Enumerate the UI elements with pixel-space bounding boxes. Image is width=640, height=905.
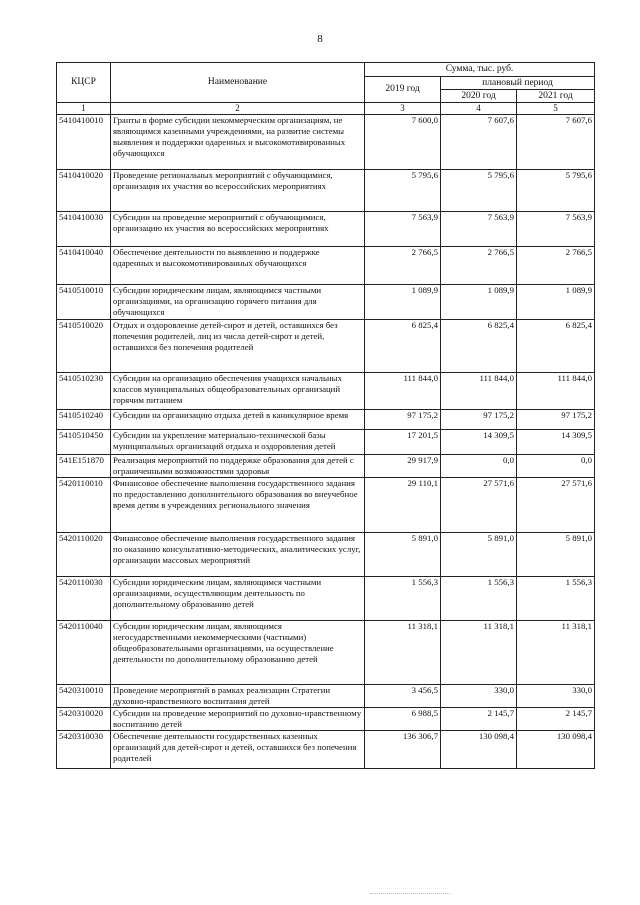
row-name: Субсидии юридическим лицам, являющимся частными организациями, на организацию горячего питания для обучающихся	[111, 285, 365, 320]
row-code: 5420110020	[57, 533, 111, 577]
row-name: Субсидии юридическим лицам, являющимся негосударственными некоммерческими (частными) общеобразовательными организациями, на осуществление деятельности по дополнительному образованию детей	[111, 621, 365, 685]
row-value-2020: 330,0	[441, 685, 517, 708]
row-value-2021: 5 795,6	[517, 170, 595, 212]
row-value-2021: 11 318,1	[517, 621, 595, 685]
row-name: Реализация мероприятий по поддержке образования для детей с ограниченными возможностями здоровья	[111, 455, 365, 478]
table-row	[57, 247, 595, 285]
col-number: 3	[365, 103, 441, 115]
row-code: 541E151870	[57, 455, 111, 478]
row-name: Проведение мероприятий в рамках реализации Стратегии духовно-нравственного воспитания детей	[111, 685, 365, 708]
row-value-2019: 11 318,1	[365, 621, 441, 685]
row-value-2021: 1 556,3	[517, 577, 595, 621]
row-code: 5420310030	[57, 731, 111, 769]
table-row	[57, 621, 595, 685]
header-sum: Сумма, тыс. руб.	[365, 63, 595, 77]
header-name: Наименование	[111, 63, 365, 103]
row-name: Субсидии на организацию обеспечения учащихся начальных классов муниципальных общеобразовательных организаций горячим питанием	[111, 373, 365, 410]
row-value-2020: 2 766,5	[441, 247, 517, 285]
table-row	[57, 410, 595, 430]
row-name: Субсидии на организацию отдыха детей в каникулярное время	[111, 410, 365, 430]
row-value-2020: 1 556,3	[441, 577, 517, 621]
row-value-2020: 0,0	[441, 455, 517, 478]
row-code: 5410510020	[57, 320, 111, 373]
table-row	[57, 577, 595, 621]
table-row	[57, 455, 595, 478]
row-value-2021: 14 309,5	[517, 430, 595, 455]
row-value-2019: 3 456,5	[365, 685, 441, 708]
row-name: Субсидии юридическим лицам, являющимся частными организациями, осуществляющим деятельность по дополнительному образованию детей	[111, 577, 365, 621]
row-code: 5410510240	[57, 410, 111, 430]
row-value-2019: 5 891,0	[365, 533, 441, 577]
header-year-2021: 2021 год	[517, 90, 595, 103]
row-value-2019: 17 201,5	[365, 430, 441, 455]
row-value-2020: 7 563,9	[441, 212, 517, 247]
page-number: 8	[317, 33, 323, 45]
table-row	[57, 478, 595, 533]
row-value-2021: 1 089,9	[517, 285, 595, 320]
row-value-2019: 2 766,5	[365, 247, 441, 285]
row-value-2019: 7 563,9	[365, 212, 441, 247]
row-value-2021: 130 098,4	[517, 731, 595, 769]
row-code: 5410510230	[57, 373, 111, 410]
table-row	[57, 430, 595, 455]
row-value-2020: 6 825,4	[441, 320, 517, 373]
table-row	[57, 115, 595, 170]
row-name: Субсидии на проведение мероприятий с обучающимися, организацию их участия во всероссийских мероприятиях	[111, 212, 365, 247]
row-value-2020: 14 309,5	[441, 430, 517, 455]
col-number: 1	[57, 103, 111, 115]
row-value-2020: 5 795,6	[441, 170, 517, 212]
row-code: 5420110010	[57, 478, 111, 533]
row-name: Субсидии на проведение мероприятий по духовно-нравственному воспитанию детей	[111, 708, 365, 731]
row-value-2019: 1 089,9	[365, 285, 441, 320]
row-code: 5410410040	[57, 247, 111, 285]
row-name: Обеспечение деятельности государственных казенных организаций для детей-сирот и детей, оставшихся без попечения родителей	[111, 731, 365, 769]
header-year-2020: 2020 год	[441, 90, 517, 103]
row-value-2021: 2 766,5	[517, 247, 595, 285]
row-name: Финансовое обеспечение выполнения государственного задания по предоставлению дополнительного образования во внеучебное время детям в учреждениях регионального значения	[111, 478, 365, 533]
table-row	[57, 708, 595, 731]
header-plan-period: плановый период	[441, 77, 595, 90]
row-code: 5410410030	[57, 212, 111, 247]
row-value-2021: 330,0	[517, 685, 595, 708]
row-value-2020: 97 175,2	[441, 410, 517, 430]
row-value-2019: 7 600,0	[365, 115, 441, 170]
row-value-2021: 97 175,2	[517, 410, 595, 430]
table-row	[57, 320, 595, 373]
row-value-2020: 7 607,6	[441, 115, 517, 170]
row-name: Субсидии на укрепление материально-технической базы муниципальных организаций отдыха и оздоровления детей	[111, 430, 365, 455]
row-value-2020: 11 318,1	[441, 621, 517, 685]
scan-artifact-line	[370, 893, 450, 897]
row-value-2019: 97 175,2	[365, 410, 441, 430]
row-value-2020: 5 891,0	[441, 533, 517, 577]
row-code: 5410510010	[57, 285, 111, 320]
row-value-2019: 1 556,3	[365, 577, 441, 621]
table-row	[57, 285, 595, 320]
table-row	[57, 731, 595, 769]
row-code: 5410410020	[57, 170, 111, 212]
row-name: Обеспечение деятельности по выявлению и поддержке одаренных и высокомотивированных обучающихся	[111, 247, 365, 285]
row-code: 5420110030	[57, 577, 111, 621]
row-value-2019: 29 110,1	[365, 478, 441, 533]
row-value-2021: 0,0	[517, 455, 595, 478]
row-value-2021: 2 145,7	[517, 708, 595, 731]
row-value-2019: 136 306,7	[365, 731, 441, 769]
row-code: 5410410010	[57, 115, 111, 170]
table-body	[57, 115, 595, 769]
row-value-2019: 6 825,4	[365, 320, 441, 373]
row-value-2021: 7 607,6	[517, 115, 595, 170]
row-value-2021: 5 891,0	[517, 533, 595, 577]
col-number: 4	[441, 103, 517, 115]
table-row	[57, 373, 595, 410]
row-name: Финансовое обеспечение выполнения государственного задания по оказанию консультативно-методических, аналитических услуг, организации массовых мероприятий	[111, 533, 365, 577]
row-code: 5410510450	[57, 430, 111, 455]
col-number: 2	[111, 103, 365, 115]
row-value-2021: 111 844,0	[517, 373, 595, 410]
row-value-2019: 5 795,6	[365, 170, 441, 212]
table-row	[57, 685, 595, 708]
table-row	[57, 170, 595, 212]
row-value-2021: 27 571,6	[517, 478, 595, 533]
col-number: 5	[517, 103, 595, 115]
row-value-2021: 7 563,9	[517, 212, 595, 247]
row-value-2020: 130 098,4	[441, 731, 517, 769]
row-value-2019: 29 917,9	[365, 455, 441, 478]
row-name: Гранты в форме субсидии некоммерческим организациям, не являющимся казенными учреждениями, на развитие системы выявления и поддержки одаренных и высокомотивированных обучающихся	[111, 115, 365, 170]
row-value-2020: 2 145,7	[441, 708, 517, 731]
row-value-2019: 111 844,0	[365, 373, 441, 410]
header-code: КЦСР	[57, 63, 111, 103]
row-code: 5420310010	[57, 685, 111, 708]
row-code: 5420110040	[57, 621, 111, 685]
row-code: 5420310020	[57, 708, 111, 731]
table-row	[57, 533, 595, 577]
row-name: Проведение региональных мероприятий с обучающимися, организация их участия во всероссийских мероприятиях	[111, 170, 365, 212]
table-row	[57, 212, 595, 247]
row-value-2020: 1 089,9	[441, 285, 517, 320]
row-value-2020: 111 844,0	[441, 373, 517, 410]
row-value-2020: 27 571,6	[441, 478, 517, 533]
row-value-2019: 6 988,5	[365, 708, 441, 731]
row-value-2021: 6 825,4	[517, 320, 595, 373]
header-year-2019: 2019 год	[365, 77, 441, 103]
budget-table	[56, 62, 595, 769]
row-name: Отдых и оздоровление детей-сирот и детей, оставшихся без попечения родителей, лиц из числа детей-сирот и детей, оставшихся без попечения родителей	[111, 320, 365, 373]
